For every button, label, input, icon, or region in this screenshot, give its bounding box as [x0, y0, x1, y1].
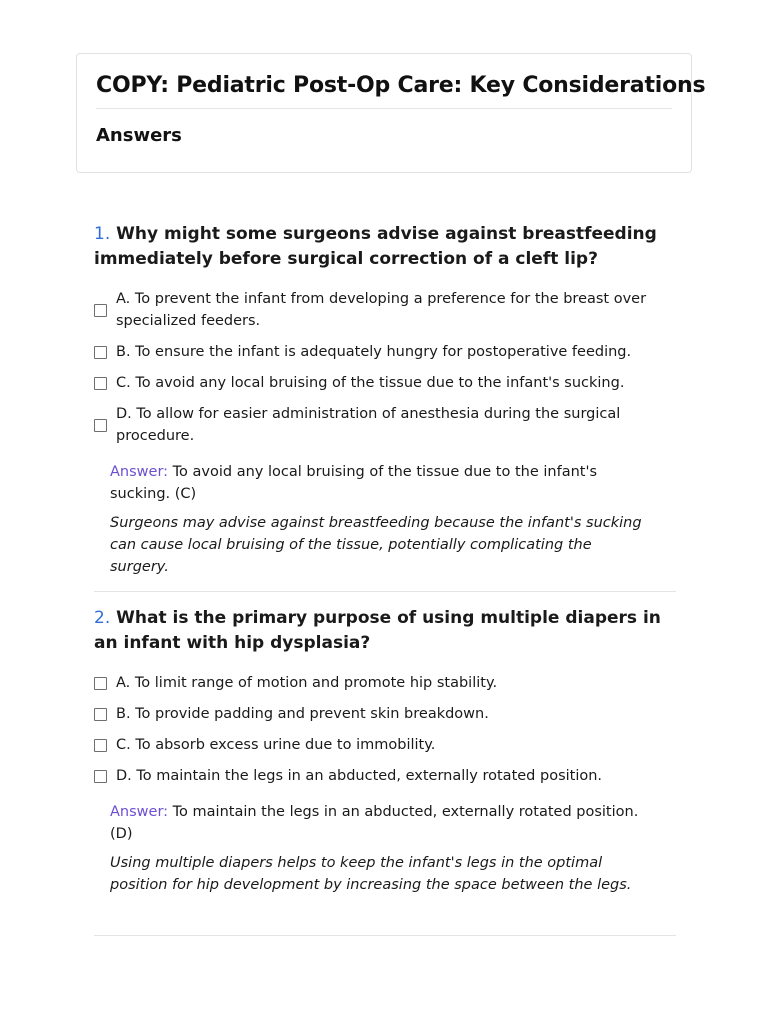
option-label: B. To ensure the infant is adequately hungry for postoperative feeding.: [116, 344, 632, 360]
answer-line: [110, 801, 655, 845]
question-number: 1.: [94, 224, 111, 244]
question-text: What is the primary purpose of using multiple diapers in an infant with hip dysplasia?: [94, 608, 661, 653]
option-d[interactable]: [94, 765, 676, 787]
question-divider: [94, 935, 676, 936]
option-checkbox[interactable]: [94, 304, 107, 317]
question-2: [94, 606, 676, 896]
answer-explanation: Surgeons may advise against breastfeeding because the infant's sucking can cause local bruising of the tissue, potentially complicating the surgery.: [110, 515, 642, 575]
option-label: B. To provide padding and prevent skin breakdown.: [116, 706, 489, 722]
option-b[interactable]: [94, 341, 676, 363]
option-c[interactable]: [94, 372, 676, 394]
options-list: [94, 288, 676, 447]
option-a[interactable]: [94, 672, 676, 694]
question-title: [94, 222, 676, 272]
answer-text: To maintain the legs in an abducted, externally rotated position. (D): [110, 804, 639, 842]
option-checkbox[interactable]: [94, 419, 107, 432]
section-label: Answers: [96, 125, 182, 146]
header-card: [76, 53, 706, 173]
option-label: C. To avoid any local bruising of the tissue due to the infant's sucking.: [116, 375, 625, 391]
option-checkbox[interactable]: [94, 677, 107, 690]
answer-label: Answer:: [110, 804, 169, 820]
option-checkbox[interactable]: [94, 739, 107, 752]
answer-block: [110, 461, 655, 578]
document-title: COPY: Pediatric Post-Op Care: Key Considerations: [96, 73, 706, 98]
answer-explanation: Using multiple diapers helps to keep the infant's legs in the optimal position for hip development by increasing the space between the legs.: [110, 855, 632, 893]
answer-block: [110, 801, 655, 896]
answer-text: To avoid any local bruising of the tissue due to the infant's sucking. (C): [110, 464, 597, 502]
question-divider: [94, 591, 676, 592]
header-divider: [96, 108, 672, 109]
options-list: [94, 672, 676, 787]
question-text: Why might some surgeons advise against breastfeeding immediately before surgical correction of a cleft lip?: [94, 224, 657, 269]
option-c[interactable]: [94, 734, 676, 756]
option-checkbox[interactable]: [94, 377, 107, 390]
option-checkbox[interactable]: [94, 770, 107, 783]
option-label: D. To maintain the legs in an abducted, externally rotated position.: [116, 768, 603, 784]
option-label: A. To limit range of motion and promote hip stability.: [116, 675, 498, 691]
answer-label: Answer:: [110, 464, 169, 480]
answer-line: [110, 461, 655, 505]
option-a[interactable]: [94, 288, 676, 332]
option-checkbox[interactable]: [94, 346, 107, 359]
question-1: [94, 222, 676, 578]
question-number: 2.: [94, 608, 111, 628]
option-label: C. To absorb excess urine due to immobility.: [116, 737, 436, 753]
option-b[interactable]: [94, 703, 676, 725]
question-title: [94, 606, 676, 656]
option-checkbox[interactable]: [94, 708, 107, 721]
option-label: A. To prevent the infant from developing a preference for the breast over specialized feeders.: [116, 291, 647, 329]
option-d[interactable]: [94, 403, 676, 447]
option-label: D. To allow for easier administration of anesthesia during the surgical procedure.: [116, 406, 621, 444]
